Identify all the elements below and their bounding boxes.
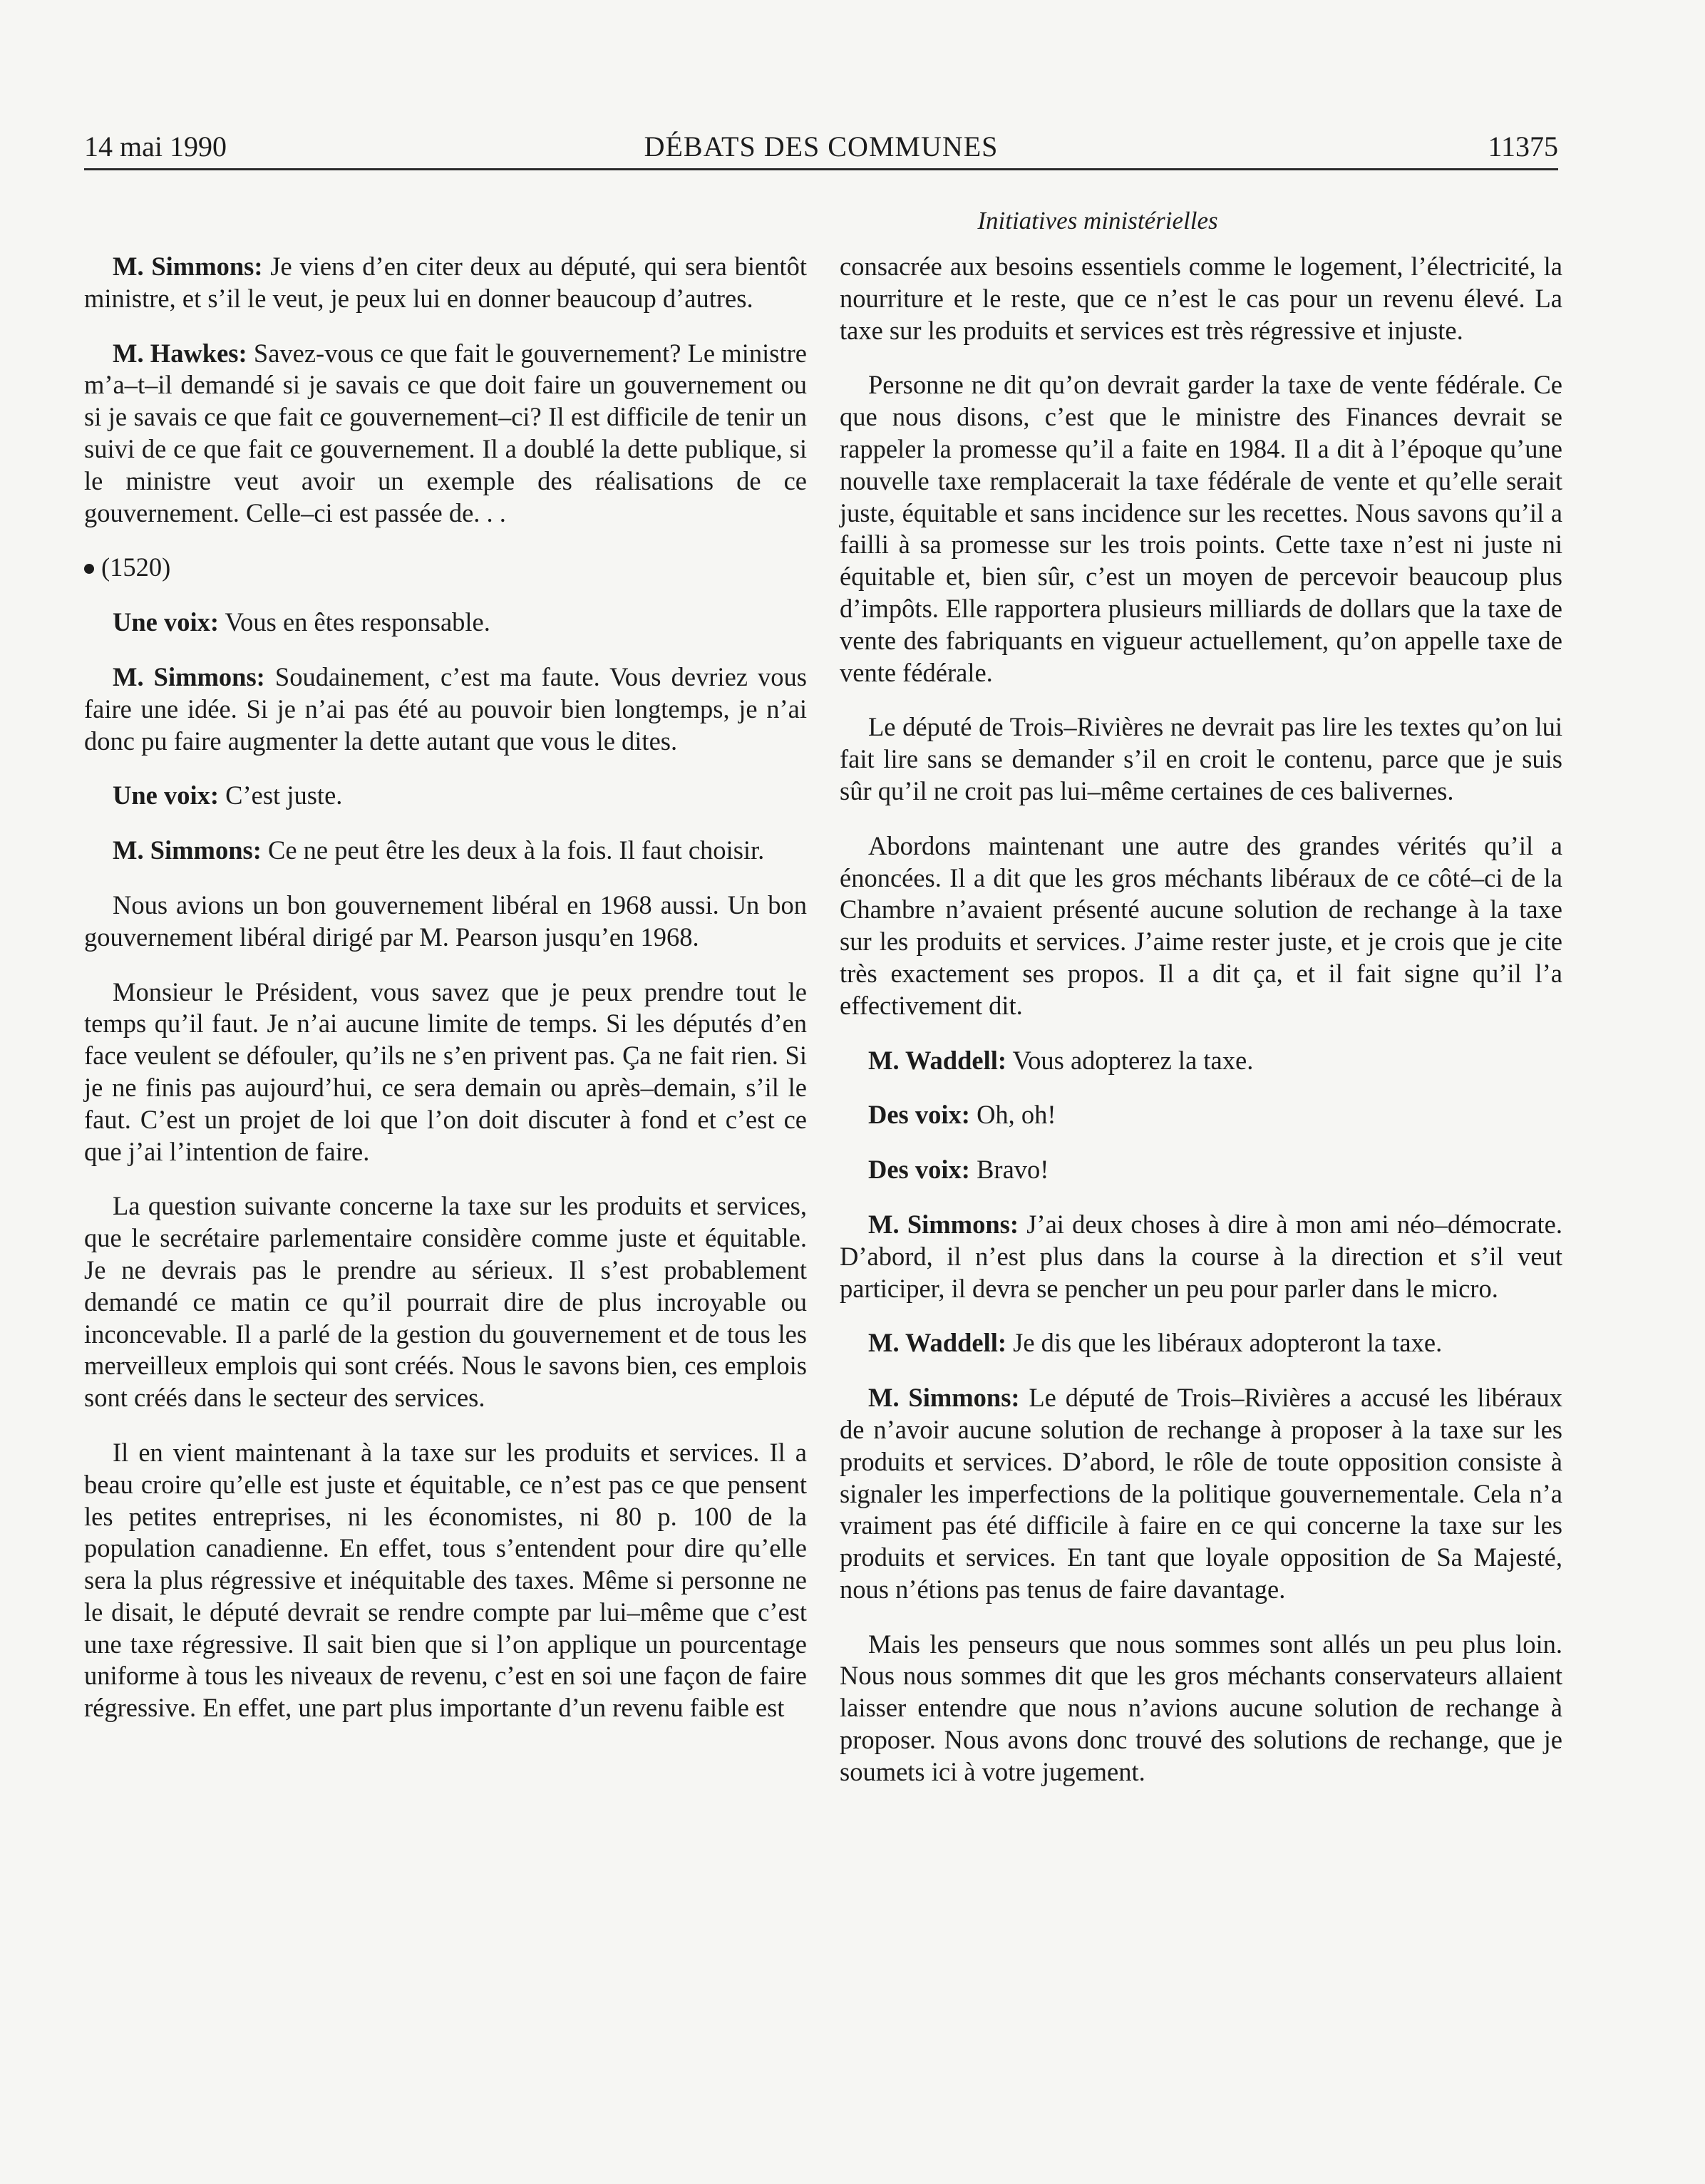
right-column [840,251,1562,1811]
time-marker [84,552,807,584]
paragraph-text: Vous adopterez la taxe. [1006,1045,1254,1075]
speaker-name: M. Simmons: [113,661,265,691]
speaker-name: M. Simmons: [868,1383,1020,1413]
paragraph [84,780,807,812]
paragraph [84,1437,807,1724]
speaker-name: M. Waddell: [868,1045,1007,1075]
paragraph-text: Le député de Trois–Rivières a accusé les libéraux de n’avoir aucune solution de rechange à proposer à la taxe sur les produits et services. D’abord, le rôle de toute opposition consiste à signaler les imperfections de la politique gouvernementale. Cela n’a vraiment pas été difficile à faire en ce qui concerne la taxe sur les produits et services. En tant que loyale opposition de Sa Majesté, nous n’étions pas tenus de faire davantage. [840,1383,1562,1604]
header-page-number: 11375 [1488,130,1558,163]
speaker-name: M. Hawkes: [113,338,247,368]
paragraph-text: Bravo! [969,1155,1049,1185]
speaker-name: M. Simmons: [113,835,262,865]
paragraph-text: Je viens d’en citer deux au député, qui sera bientôt ministre, et s’il le veut, je peux lui en donner beaucoup d’autres. [84,252,807,313]
paragraph [84,338,807,530]
section-title: Initiatives ministérielles [977,207,1218,235]
paragraph-text: C’est juste. [219,781,343,810]
paragraph [840,830,1562,1022]
left-column [84,251,807,1747]
paragraph-text: Monsieur le Président, vous savez que je peux prendre tout le temps qu’il faut. Je n’ai aucune limite de temps. Si les députés d’en face veulent se défouler, qu’ils ne s’en privent pas. Ça ne fait rien. Si je ne finis pas aujourd’hui, ce sera demain ou après–demain, s’il le faut. C’est un projet de loi que l’on doit discuter à fond et c’est ce que j’ai l’intention de faire. [84,977,807,1166]
speaker-name: M. Simmons: [113,252,263,281]
paragraph-text: Il en vient maintenant à la taxe sur les produits et services. Il a beau croire qu’elle est juste et équitable, ce n’est pas ce que pensent les petites entreprises, ni les économistes, ni 80 p. 100 de la population canadienne. En effet, tous s’entendent pour dire qu’elle sera la plus régressive et inéquitable des taxes. Même si personne ne le disait, le député devrait se rendre compte par lui–même que c’est une taxe régressive. Il sait bien que si l’on applique un pourcentage uniforme à tous les niveaux de revenu, c’est en soi une façon de faire régressive. En effet, une part plus importante d’un revenu faible est [84,1437,807,1723]
speaker-name: M. Waddell: [868,1328,1007,1358]
speaker-name: Des voix: [868,1100,970,1130]
paragraph [84,661,807,757]
paragraph-text: Soudainement, c’est ma faute. Vous devriez vous faire une idée. Si je n’ai pas été au pouvoir bien longtemps, je n’ai donc pu faire augmenter la dette autant que vous le dites. [84,661,808,756]
paragraph [84,1190,807,1414]
paragraph [840,251,1562,346]
paragraph-text: Personne ne dit qu’on devrait garder la taxe de vente fédérale. Ce que nous disons, c’est que le ministre des Finances devrait se rappeler la promesse qu’il a faite en 1984. Il a dit à l’époque qu’une nouvelle taxe remplacerait la taxe fédérale de vente et qu’elle serait juste, équitable et sans incidence sur les recettes. Nous savons qu’il a failli à sa promesse sur les trois points. Cette taxe n’est ni juste ni équitable et, bien sûr, c’est un moyen de percevoir beaucoup plus d’impôts. Elle rapportera plusieurs milliards de dollars que la taxe de vente des fabriquants en vigueur actuellement, qu’on appelle taxe de vente fédérale. [840,370,1562,687]
paragraph-text: Oh, oh! [969,1100,1056,1130]
header-title: DÉBATS DES COMMUNES [644,130,999,163]
time-marker-text: (1520) [101,552,171,582]
paragraph-text: Je dis que les libéraux adopteront la taxe. [1006,1328,1443,1358]
paragraph-text: Vous en êtes responsable. [219,607,490,637]
paragraph [840,1045,1562,1077]
paragraph [84,251,807,315]
paragraph [84,835,807,867]
paragraph [840,1099,1562,1131]
paragraph-text: Le député de Trois–Rivières ne devrait pas lire les textes qu’on lui fait lire sans se demander s’il en croit le contenu, parce que je suis sûr qu’il ne croit pas lui–même certaines de ces balivernes. [840,712,1562,805]
paragraph [840,1382,1562,1606]
bullet-icon [84,564,94,574]
paragraph-text: J’ai deux choses à dire à mon ami néo–démocrate. D’abord, il n’est plus dans la course à la direction et s’il veut participer, il devra se pencher un peu pour parler dans le micro. [840,1209,1563,1303]
page-header [84,128,1558,174]
paragraph [840,1154,1562,1186]
paragraph [840,369,1562,689]
speaker-name: Une voix: [113,781,220,810]
paragraph [840,1327,1562,1359]
speaker-name: Des voix: [868,1155,970,1185]
speaker-name: Une voix: [113,607,220,637]
paragraph [84,607,807,639]
paragraph-text: Ce ne peut être les deux à la fois. Il faut choisir. [261,835,765,865]
paragraph [84,977,807,1168]
paragraph-text: La question suivante concerne la taxe sur les produits et services, que le secrétaire parlementaire considère comme juste et équitable. Je ne devrais pas le prendre au sérieux. Il s’est probablement demandé ce matin ce qu’il pourrait dire de plus incroyable ou inconcevable. Il a parlé de la gestion du gouvernement et de tous les merveilleux emplois qui sont créés. Nous le savons bien, ces emplois sont créés dans le secteur des services. [84,1191,807,1413]
paragraph-text: Savez-vous ce que fait le gouvernement? Le ministre m’a–t–il demandé si je savais ce que doit faire un gouvernement ou si je savais ce que fait ce gouvernement–ci? Il est difficile de tenir un suivi de ce que fait ce gouvernement. Il a doublé la dette publique, si le ministre veut avoir un exemple des réalisations de ce gouvernement. Celle–ci est passée de. . . [84,338,807,527]
header-rule [84,168,1558,170]
paragraph-text: consacrée aux besoins essentiels comme le logement, l’électricité, la nourriture et le reste, que ce n’est le cas pour un revenu élevé. La taxe sur les produits et services est très régressive et injuste. [840,252,1562,345]
speaker-name: M. Simmons: [868,1209,1019,1239]
paragraph [840,1209,1562,1304]
paragraph-text: Abordons maintenant une autre des grandes vérités qu’il a énoncées. Il a dit que les gros méchants libéraux de ce côté–ci de la Chambre n’avaient présenté aucune solution de rechange à la taxe sur les produits et services. J’aime rester juste, et je crois que je cite très exactement ses propos. Il a dit ça, et il fait signe qu’il l’a effectivement dit. [840,830,1562,1020]
paragraph [840,1629,1562,1788]
paragraph-text: Mais les penseurs que nous sommes sont allés un peu plus loin. Nous nous sommes dit que les gros méchants conservateurs allaient laisser entendre que nous n’avions aucune solution de rechange à proposer. Nous avons donc trouvé des solutions de rechange, que je soumets ici à votre jugement. [840,1629,1562,1786]
header-date: 14 mai 1990 [84,130,227,163]
paragraph [84,890,807,954]
paragraph-text: Nous avions un bon gouvernement libéral en 1968 aussi. Un bon gouvernement libéral dirigé par M. Pearson jusqu’en 1968. [84,890,807,952]
paragraph [840,711,1562,807]
